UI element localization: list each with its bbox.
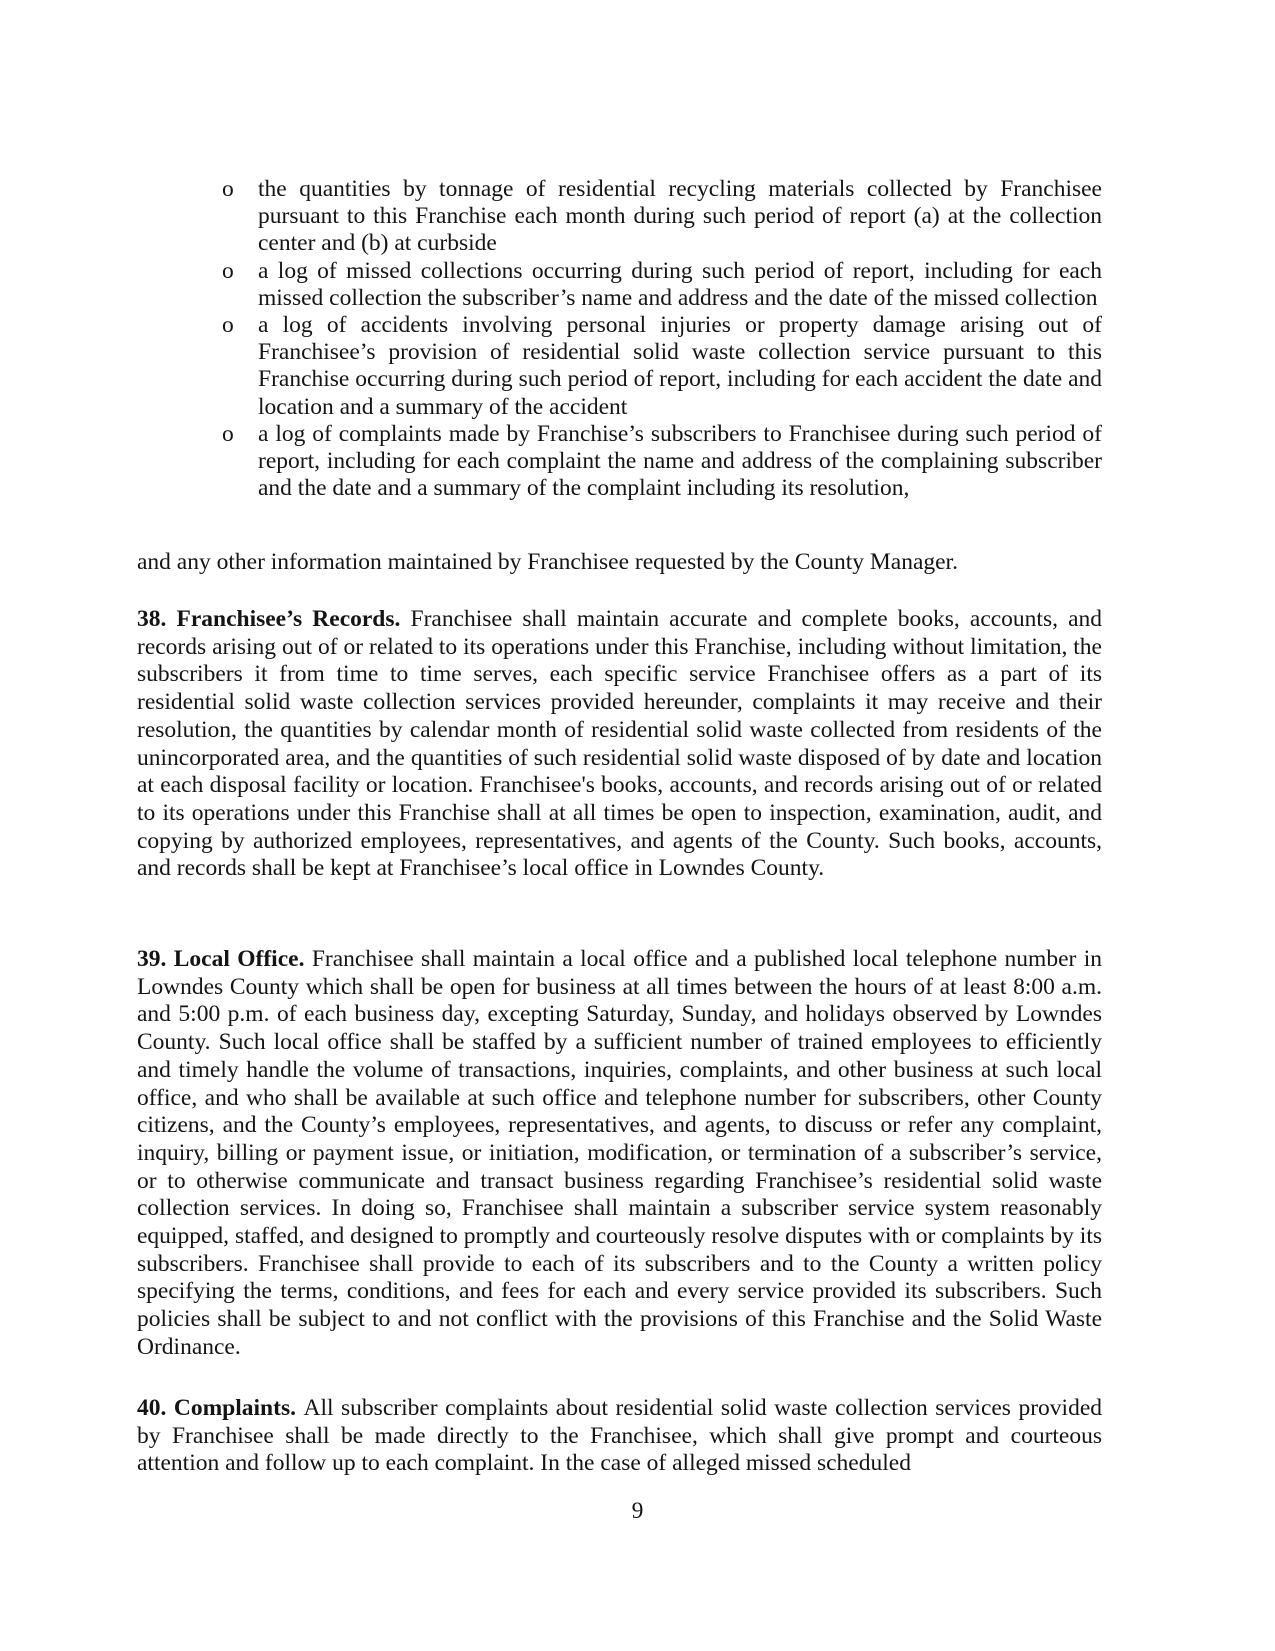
- bullet-marker: o: [222, 420, 234, 447]
- section-body: Franchisee shall maintain accurate and complete books, accounts, and records arising out of or related to its operations under this Franchise, including without limitation, the subscribers it from time to time serves, each specific service Franchisee offers as a part of its residential solid waste collection services provided hereunder, complaints it may receive and their resolution, the quantities by calendar month of residential solid waste collected from residents of the unincorporated area, and the quantities of such residential solid waste disposed of by date and location at each disposal facility or location. Franchisee's books, accounts, and records arising out of or related to its operations under this Franchise shall at all times be open to inspection, examination, audit, and copying by authorized employees, representatives, and agents of the County. Such books, accounts, and records shall be kept at Franchisee’s local office in Lowndes County.: [137, 606, 1102, 882]
- list-item: [137, 258, 1102, 312]
- bullet-marker: o: [222, 176, 234, 202]
- list-item-text: a log of missed collections occurring during such period of report, including for each missed collection the subscriber’s name and address and the date of the missed collection: [258, 257, 1102, 311]
- section-body: Franchisee shall maintain a local office and a published local telephone number in Lowndes County which shall be open for business at all times between the hours of at least 8:00 a.m. and 5:00 p.m. of each business day, excepting Saturday, Sunday, and holidays observed by Lowndes County. Such local office shall be staffed by a sufficient number of trained employees to efficiently and timely handle the volume of transactions, inquiries, complaints, and other business at such local office, and who shall be available at such office and telephone number for subscribers, other County citizens, and the County’s employees, representatives, and agents, to discuss or refer any complaint, inquiry, billing or payment issue, or initiation, modification, or termination of a subscriber’s service, or to otherwise communicate and transact business regarding Franchisee’s residential solid waste collection services. In doing so, Franchisee shall maintain a subscriber service system reasonably equipped, staffed, and designed to promptly and courteously resolve disputes with or complaints by its subscribers. Franchisee shall provide to each of its subscribers and to the County a written policy specifying the terms, conditions, and fees for each and every service provided its subscribers. Such policies shall be subject to and not conflict with the provisions of this Franchise and the Solid Waste Ordinance.: [137, 946, 1102, 1360]
- bullet-marker: o: [222, 312, 234, 339]
- section-body: All subscriber complaints about residential solid waste collection services provided by Franchisee shall be made directly to the Franchisee, which shall give prompt and courteous attention and follow up to each complaint. In the case of alleged missed scheduled: [137, 1395, 1102, 1477]
- list-item-text: the quantities by tonnage of residential recycling materials collected by Franchisee pursuant to this Franchise each month during such period of report (a) at the collection center and (b) at curbside: [258, 176, 1102, 257]
- bullet-marker: o: [222, 257, 234, 284]
- section-heading: 38. Franchisee’s Records.: [137, 606, 411, 632]
- list-item-text: a log of complaints made by Franchise’s subscribers to Franchisee during such period of report, including for each complaint the name and address of the complaining subscriber and the date and a summary of the complaint including its resolution,: [258, 420, 1102, 502]
- list-item: [137, 312, 1102, 421]
- list-trailing-text: and any other information maintained by Franchisee requested by the County Manager.: [137, 549, 958, 575]
- section-40-complaints: [137, 1395, 1102, 1478]
- list-item: [137, 176, 1102, 258]
- list-item-text: a log of accidents involving personal injuries or property damage arising out of Franchisee’s provision of residential solid waste collection service pursuant to this Franchise occurring during such period of report, including for each accident the date and location and a summary of the accident: [258, 312, 1102, 420]
- section-heading: 40. Complaints.: [137, 1395, 304, 1421]
- section-38-records: [137, 606, 1102, 883]
- report-contents-list: [137, 176, 1102, 502]
- list-item: [137, 421, 1102, 503]
- section-heading: 39. Local Office.: [137, 946, 312, 972]
- page-number: 9: [631, 1498, 644, 1524]
- section-39-local-office: [137, 946, 1102, 1362]
